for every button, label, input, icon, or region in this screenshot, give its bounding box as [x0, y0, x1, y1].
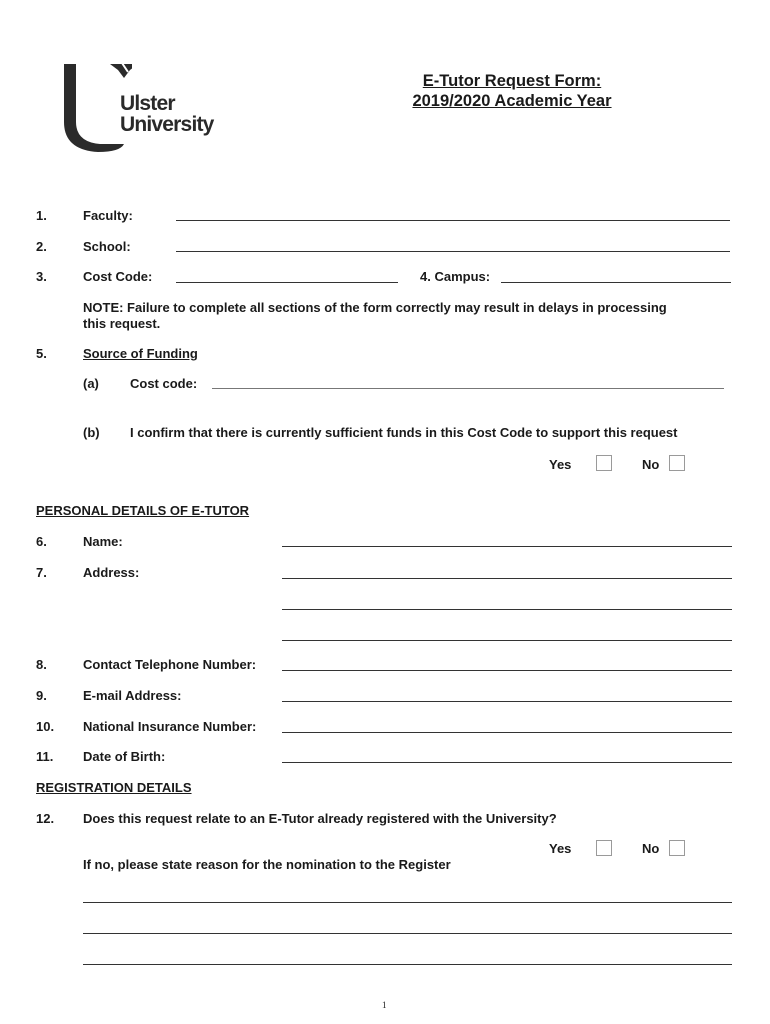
- q7-label: Address:: [83, 565, 140, 580]
- email-field[interactable]: [282, 701, 732, 702]
- faculty-field[interactable]: [176, 220, 730, 221]
- telephone-field[interactable]: [282, 670, 732, 671]
- address-field-line2[interactable]: [282, 609, 732, 610]
- q5-number: 5.: [36, 346, 47, 361]
- q3-label: Cost Code:: [83, 269, 153, 284]
- registration-details-heading: REGISTRATION DETAILS: [36, 780, 192, 795]
- national-insurance-field[interactable]: [282, 732, 732, 733]
- q10-label: National Insurance Number:: [83, 719, 257, 734]
- q7-number: 7.: [36, 565, 47, 580]
- address-field-line3[interactable]: [282, 640, 732, 641]
- funds-no-checkbox[interactable]: [669, 455, 685, 471]
- funds-yes-label: Yes: [549, 457, 572, 472]
- logo-text-line2: University: [120, 113, 214, 136]
- page-number: 1: [382, 1000, 387, 1010]
- q9-number: 9.: [36, 688, 47, 703]
- form-title: E-Tutor Request Form:: [422, 72, 602, 90]
- registered-yes-checkbox[interactable]: [596, 840, 612, 856]
- q6-label: Name:: [83, 534, 123, 549]
- campus-field[interactable]: [501, 282, 731, 283]
- q12-number: 12.: [36, 811, 55, 826]
- university-logo: [62, 60, 232, 155]
- q4-label: 4. Campus:: [420, 269, 491, 284]
- q5-label: Source of Funding: [83, 346, 198, 361]
- nomination-reason-field-line2[interactable]: [83, 933, 732, 934]
- funding-cost-code-field[interactable]: [212, 388, 724, 389]
- note-line2: this request.: [83, 316, 161, 331]
- q5b-letter: (b): [83, 425, 100, 440]
- nomination-reason-label: If no, please state reason for the nomination to the Register: [83, 857, 451, 872]
- note-line1: NOTE: Failure to complete all sections of the form correctly may result in delays in processing: [83, 300, 667, 315]
- school-field[interactable]: [176, 251, 730, 252]
- q2-label: School:: [83, 239, 131, 254]
- name-field[interactable]: [282, 546, 732, 547]
- q3-number: 3.: [36, 269, 47, 284]
- nomination-reason-field-line3[interactable]: [83, 964, 732, 965]
- registered-yes-label: Yes: [549, 841, 572, 856]
- q11-label: Date of Birth:: [83, 749, 166, 764]
- q5a-label: Cost code:: [130, 376, 198, 391]
- personal-details-heading: PERSONAL DETAILS OF E-TUTOR: [36, 503, 250, 518]
- q5b-label: I confirm that there is currently sufficient funds in this Cost Code to support this request: [130, 425, 678, 440]
- q8-label: Contact Telephone Number:: [83, 657, 257, 672]
- q1-label: Faculty:: [83, 208, 133, 223]
- form-subtitle: 2019/2020 Academic Year: [412, 92, 612, 110]
- q12-label: Does this request relate to an E-Tutor already registered with the University?: [83, 811, 557, 826]
- registered-no-checkbox[interactable]: [669, 840, 685, 856]
- q6-number: 6.: [36, 534, 47, 549]
- q1-number: 1.: [36, 208, 47, 223]
- registered-no-label: No: [642, 841, 660, 856]
- address-field-line1[interactable]: [282, 578, 732, 579]
- q5a-letter: (a): [83, 376, 99, 391]
- funds-no-label: No: [642, 457, 660, 472]
- q8-number: 8.: [36, 657, 47, 672]
- cost-code-field[interactable]: [176, 282, 398, 283]
- funds-yes-checkbox[interactable]: [596, 455, 612, 471]
- logo-text-line1: Ulster: [120, 92, 175, 115]
- q11-number: 11.: [36, 749, 54, 764]
- nomination-reason-field-line1[interactable]: [83, 902, 732, 903]
- date-of-birth-field[interactable]: [282, 762, 732, 763]
- q10-number: 10.: [36, 719, 55, 734]
- q9-label: E-mail Address:: [83, 688, 182, 703]
- q2-number: 2.: [36, 239, 47, 254]
